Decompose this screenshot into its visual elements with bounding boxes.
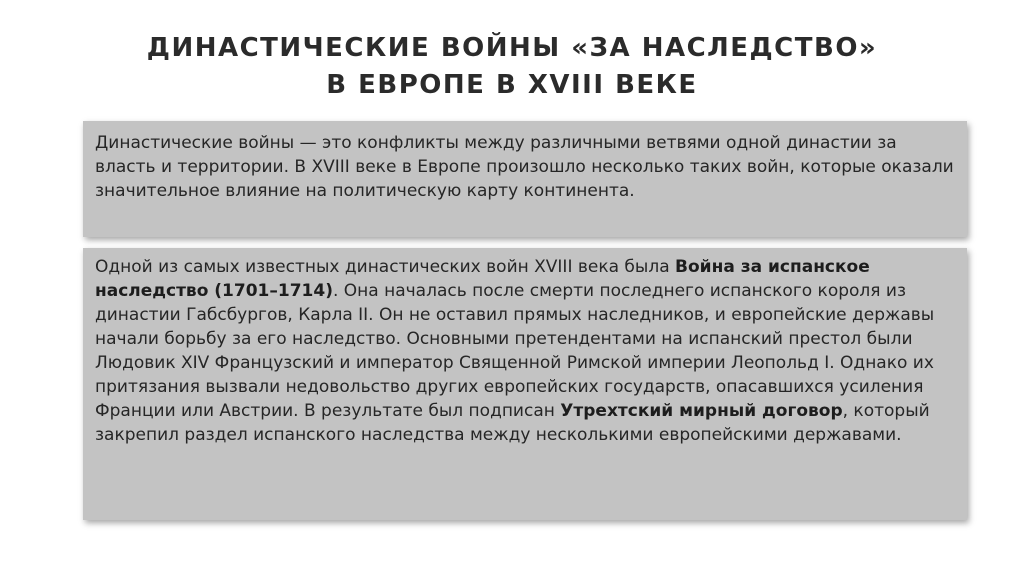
paragraph-text-2: . Она началась после смерти последнего испанского короля из династии Габсбургов, Карла II. Он не оставил прямых наследников, и европейские державы начали борьбу за его наследство. Основными претендентами на испанский престол были Людовик XIV Французский и император Священной Римской империи Леопольд I. Однако их притязания вызвали недовольство других европейских государств, опасавшихся усиления Франции или Австрии. В результате был подписан — [95, 281, 935, 421]
slide-title-line-2: В ЕВРОПЕ В XVIII ВЕКЕ — [326, 70, 698, 100]
definition-text: Династические войны — это конфликты между различными ветвями одной династии за власть и территории. В XVIII веке в Европе произошло несколько таких войн, которые оказали значительное влияние на политическую карту континента. — [95, 133, 954, 201]
slide-title — [60, 30, 964, 104]
slide-title-line-1: ДИНАСТИЧЕСКИЕ ВОЙНЫ «ЗА НАСЛЕДСТВО» — [146, 33, 878, 63]
definition-text-box — [83, 121, 967, 237]
spanish-succession-text-box — [83, 248, 967, 520]
war-of-spanish-succession-term: Война за испанское наследство (1701–1714) — [95, 257, 870, 301]
treaty-of-utrecht-term: Утрехтский мирный договор — [560, 401, 843, 421]
paragraph-text-3: , который закрепил раздел испанского наследства между несколькими европейскими державами. — [95, 401, 930, 445]
paragraph-text-1: Одной из самых известных династических войн XVIII века была — [95, 257, 676, 277]
